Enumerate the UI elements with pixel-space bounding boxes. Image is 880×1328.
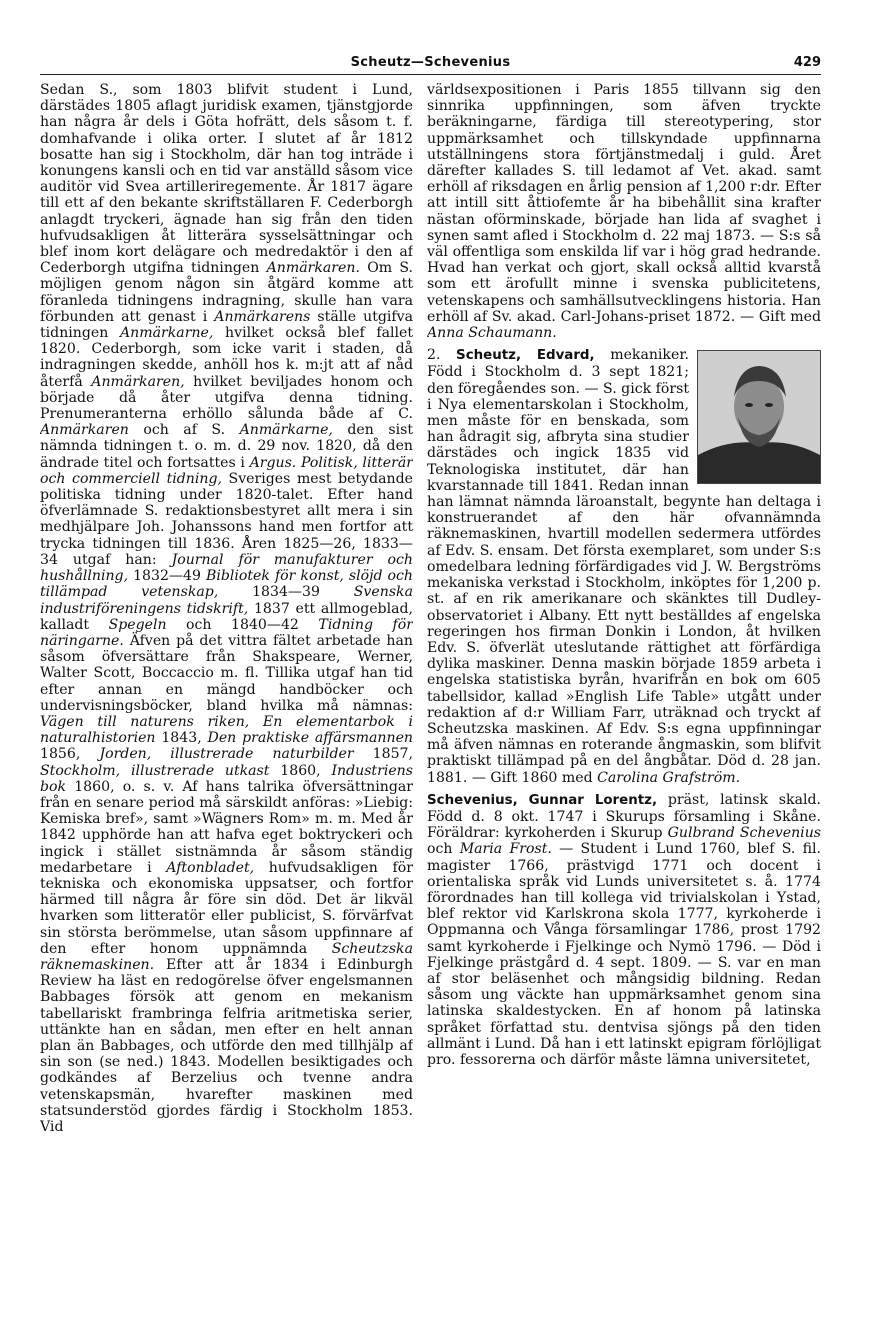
running-head: Scheutz—Schevenius	[350, 55, 511, 70]
page-header	[40, 48, 821, 70]
portrait-engraving	[697, 350, 821, 484]
entry-name-schevenius: Schevenius, Gunnar Lorentz,	[427, 792, 658, 808]
header-rule	[40, 74, 821, 75]
left-column	[40, 82, 413, 1304]
entry-schevenius-gunnar: Schevenius, Gunnar Lorentz, präst, latinsk skald. Född d. 8 okt. 1747 i Skurups församling i Skåne. Föräldrar: kyrkoherden i Skurup Gulbrand Schevenius och Maria Frost. — Student i Lund 1760, blef S. fil. magister 1766, prästvigd 1771 och docent i orientaliska språk vid Lunds universitetet s. å. 1774 förordnades han till kollega vid trivialskolan i Ystad, blef rektor vid Karlskrona skola 1777, kyrkoherde i Oppmanna och Vånga församlingar 1786, prost 1792 samt kyrkoherde i Fjelkinge och Nymö 1796. — Död i Fjelkinge prästgård d. 4 sept. 1809. — S. var en man af stor beläsenhet och mångsidig bildning. Redan såsom ung väckte han uppmärksamhet genom sina latinska skaldestycken. En af honom på latinska språket författad stu. dentvisa sjöngs på den tiden allmänt i Lund. Då han i ett latinskt epigram förlöjligat pro. fessorerna och därför måste lämna universitetet,	[427, 791, 821, 1068]
paragraph-scheutz-georg-continued: Sedan S., som 1803 blifvit student i Lund, därstädes 1805 aflagt juridisk examen, tjänstgjorde han några år dels i Göta hofrätt, dels såsom t. f. domhafvande i olika orter. I slutet af år 1812 bosatte han sig i Stockholm, där han tog inträde i konungens kansli och en tid var anställd såsom vice auditör vid Svea artilleriregemente. År 1817 ägare till ett af den bekante skriftställaren F. Cederborgh anlagdt tryckeri, ägnade han sig från den tiden hufvudsakligen åt litterära sysselsättningar och blef inom kort delägare och medredaktör i den af Cederborgh utgifna tidningen Anmärkaren. Om S. möjligen genom någon sin åtgärd komme att föranleda tidningens indragning, skulle han vara förbunden att genast i Anmärkarens ställe utgifva tidningen Anmärkarne, hvilket också blef fallet 1820. Cederborgh, som icke varit i staden, då indragningen skedde, anhöll hos k. m:jt att af nåd återfå Anmärkaren, hvilket beviljades honom och började då åter utgifva denna tidning. Prenumeranterna erhöllo sålunda både af C. Anmärkaren och af S. Anmärkarne, den sist nämnda tidningen t. o. m. d. 29 nov. 1820, då den ändrade titel och fortsattes i Argus. Politisk, litterär och commerciell tidning, Sveriges mest betydande politiska tidning under 1820-talet. Efter hand öfverlämnade S. redaktionsbestyret allt mera i sin medhjälpare Joh. Johanssons hand men fortfor att trycka tidningen till 1836. Åren 1825—26, 1833—34 utgaf han: Journal för manufakturer och hushållning, 1832—49 Bibliotek för konst, slöjd och tillämpad vetenskap, 1834—39 Svenska industriföreningens tidskrift, 1837 ett allmogeblad, kalladt Spegeln och 1840—42 Tidning för näringarne. Äfven på det vittra fältet arbetade han såsom öfversättare från Shakspeare, Werner, Walter Scott, Boccaccio m. fl. Tillika utgaf han tid efter annan en mängd handböcker och undervisningsböcker, bland hvilka må nämnas: Vägen till naturens riken, En elementarbok i naturalhistorien 1843, Den praktiske affärsmannen 1856, Jorden, illustrerade naturbilder 1857, Stockholm, illustrerade utkast 1860, Industriens bok 1860, o. s. v. Af hans talrika öfversättningar från en senare period må särskildt anföras: »Liebig: Kemiska bref», samt »Wägners Rom» m. m. Med år 1842 upphörde han att hafva eget boktryckeri och ingick i stället sistnämnda år såsom ständig medarbetare i Aftonbladet, hufvudsakligen för tekniska och ekonomiska uppsatser, och fortfor härmed till några år före sin död. Det är likväl hvarken som litteratör eller publicist, S. förvärfvat sin största berömmelse, utan såsom uppfinnare af den efter honom uppnämnda Scheutzska räknemaskinen. Efter att år 1834 i Edinburgh Review ha läst en redogörelse öfver engelsmannen Babbages försök att genom en mekanism tabellariskt frambringa felfria aritmetiska serier, uttänkte han en sådan, men efter en helt annan plan än Babbages, och utförde den med tillhjälp af sin son (se ned.) 1843. Modellen besiktigades och godkändes af Berzelius och tvenne andra vetenskapsmän, hvarefter maskinen med statsunderstöd gjordes färdig i Stockholm 1853. Vid	[40, 82, 413, 1135]
page-number: 429	[793, 55, 821, 70]
paragraph-scheutz-georg-end: världsexpositionen i Paris 1855 tillvann sig den sinnrika uppfinningen, som äfven tryckte beräkningarne, färdiga till stereotypering, stor uppmärksamhet och tillskyndade uppfinnarna utställningens stora förtjänstmedalj i guld. Året därefter kallades S. till ledamot af Vet. akad. samt erhöll af riksdagen en årlig pension af 1,200 r:dr. Efter att intill sitt åttiofemte år ha bibehållit sina krafter nästan oförminskade, började han lida af svaghet i synen samt afled i Stockholm d. 22 maj 1873. — S:s så väl offentliga som enskilda lif var i hög grad hedrande. Hvad han verkat och gjort, skall också alltid kvarstå som ett ärofullt minne i svenska publicitetens, vetenskapens och samhällsutvecklingens historia. Han erhöll af Sv. akad. Carl-Johans-priset 1872. — Gift med Anna Schaumann.	[427, 82, 821, 342]
entry-scheutz-edvard: 2. Scheutz, Edvard, mekaniker. Född i Stockholm d. 3 sept 1821; den föregåendes son. — S. gick först i Nya elementarskolan i Stockholm, men måste för en benskada, som han ådragit sig, afbryta sina studier därstädes och ingick 1835 vid Teknologiska institutet, där han kvarstannade till 1841. Redan innan han lämnat nämnda läroanstalt, begynte han deltaga i konstruerandet af den här ofvannämnda räknemaskinen, hvartill modellen sedermera utfördes af Edv. S. ensam. Det första exemplaret, som under S:s omedelbara ledning förfärdigades vid J. W. Bergströms mekaniska verkstad i Stockholm, inköptes för 1,200 p. st. af en rik amerikanare och skänktes till Dudley-observatoriet i Albany. Ett nytt beställdes af engelska regeringen hos firman Donkin i London, åt hvilken Edv. S. öfverlät uteslutande rättighet att förfärdiga dylika maskiner. Denna maskin började 1859 arbeta i engelska statistiska byrån, hvarifrån en bok om 605 tabellsidor, kallad »English Life Table» utgått under redaktion af d:r William Farr, uträknad och tryckt af Scheutzska maskinen. Af Edv. S:s egna uppfinningar må äfven nämnas en roterande ångmaskin, som blifvit praktiskt tillämpad på en del ångbåtar. Död d. 28 jan. 1881. — Gift 1860 med Carolina Grafström.	[427, 347, 821, 786]
right-column	[427, 82, 821, 1304]
entry-name-scheutz-edvard: Scheutz, Edvard,	[456, 348, 595, 364]
